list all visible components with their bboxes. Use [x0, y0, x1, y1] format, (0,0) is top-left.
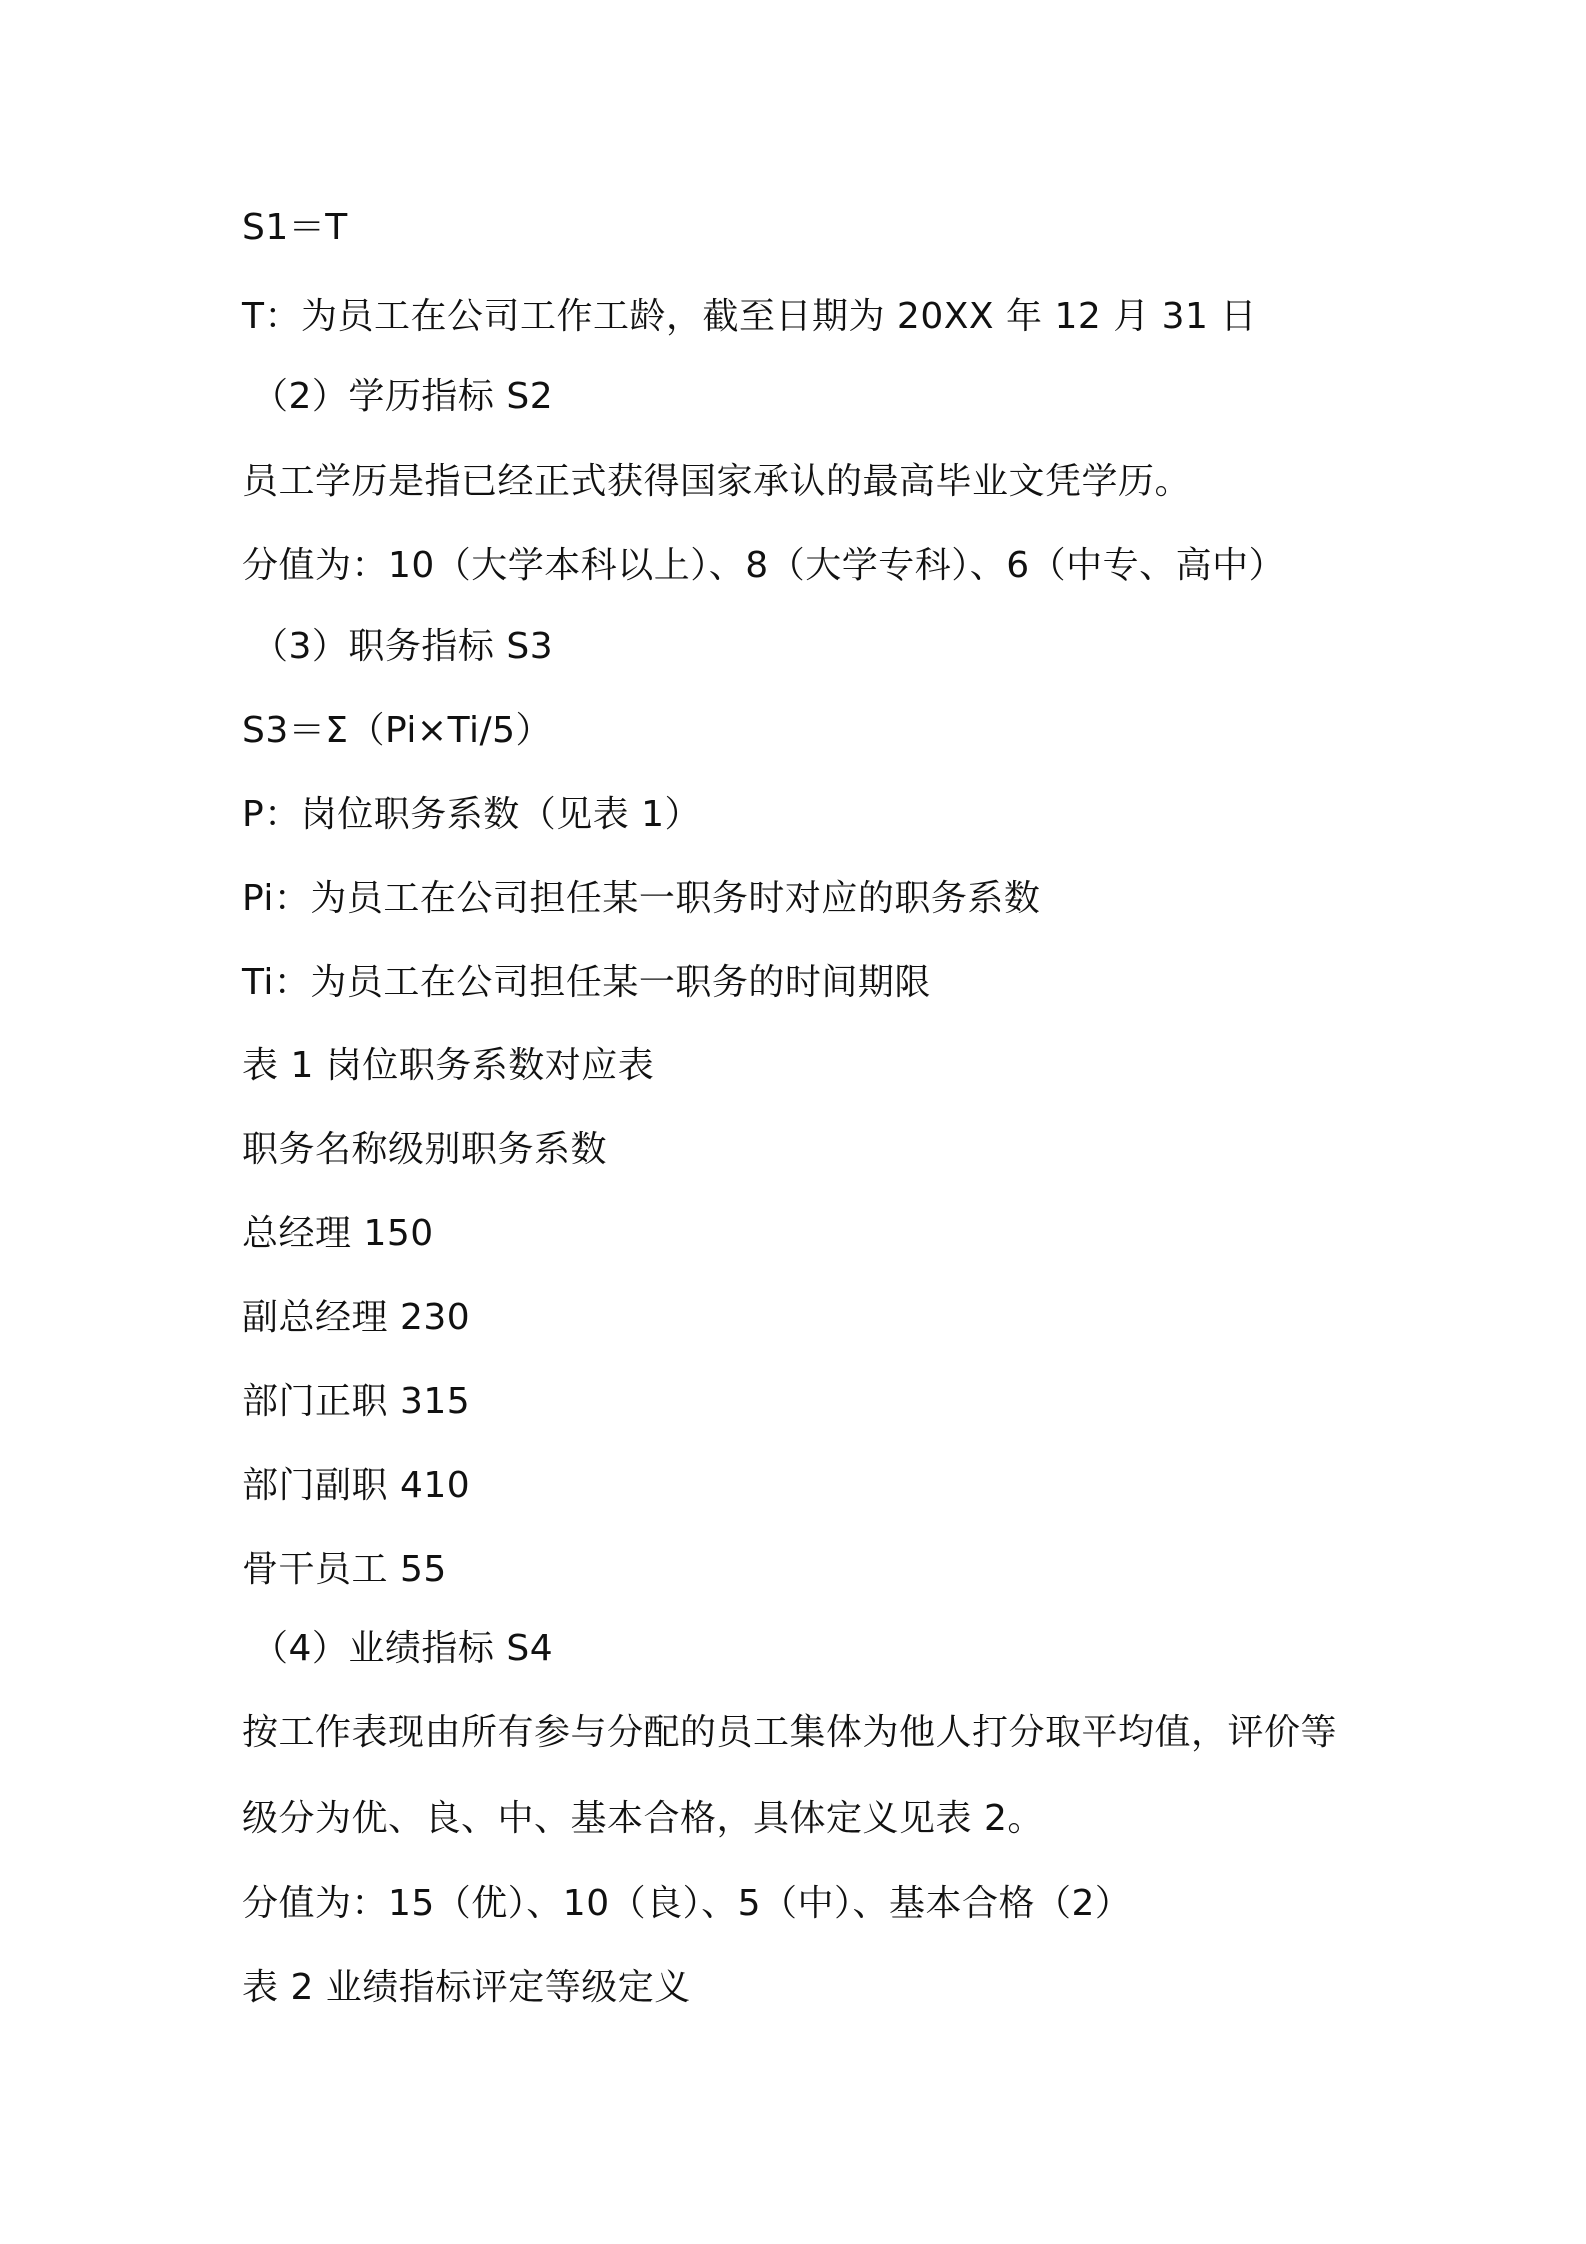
education-description: 员工学历是指已经正式获得国家承认的最高毕业文凭学历。	[242, 461, 1192, 502]
performance-score-values: 分值为：15（优）、10（良）、5（中）、基本合格（2）	[242, 1883, 1132, 1924]
definition-ti: Ti：为员工在公司担任某一职务的时间期限	[242, 962, 931, 1003]
formula-s1: S1＝T	[242, 207, 348, 248]
definition-p: P：岗位职务系数（见表 1）	[242, 794, 702, 835]
table-1-row: 部门副职 410	[242, 1465, 471, 1506]
table-1-row: 副总经理 230	[242, 1297, 471, 1338]
performance-description-line-2: 级分为优、良、中、基本合格，具体定义见表 2。	[242, 1798, 1044, 1839]
definition-pi: Pi：为员工在公司担任某一职务时对应的职务系数	[242, 878, 1041, 919]
table-1-caption: 表 1 岗位职务系数对应表	[242, 1045, 655, 1086]
table-1-header: 职务名称级别职务系数	[242, 1129, 608, 1170]
table-1-row: 总经理 150	[242, 1213, 434, 1254]
section-heading-position: （3）职务指标 S3	[252, 626, 554, 667]
table-2-caption: 表 2 业绩指标评定等级定义	[242, 1967, 691, 2008]
formula-s3: S3＝Σ（Pi×Ti/5）	[242, 710, 553, 751]
section-heading-education: （2）学历指标 S2	[252, 376, 554, 417]
education-score-values: 分值为：10（大学本科以上）、8（大学专科）、6（中专、高中）	[242, 545, 1286, 586]
table-1-row: 部门正职 315	[242, 1381, 471, 1422]
definition-t: T：为员工在公司工作工龄，截至日期为 20XX 年 12 月 31 日	[242, 296, 1257, 337]
table-1-row: 骨干员工 55	[242, 1549, 447, 1590]
performance-description-line-1: 按工作表现由所有参与分配的员工集体为他人打分取平均值，评价等	[242, 1712, 1338, 1753]
section-heading-performance: （4）业绩指标 S4	[252, 1628, 554, 1669]
